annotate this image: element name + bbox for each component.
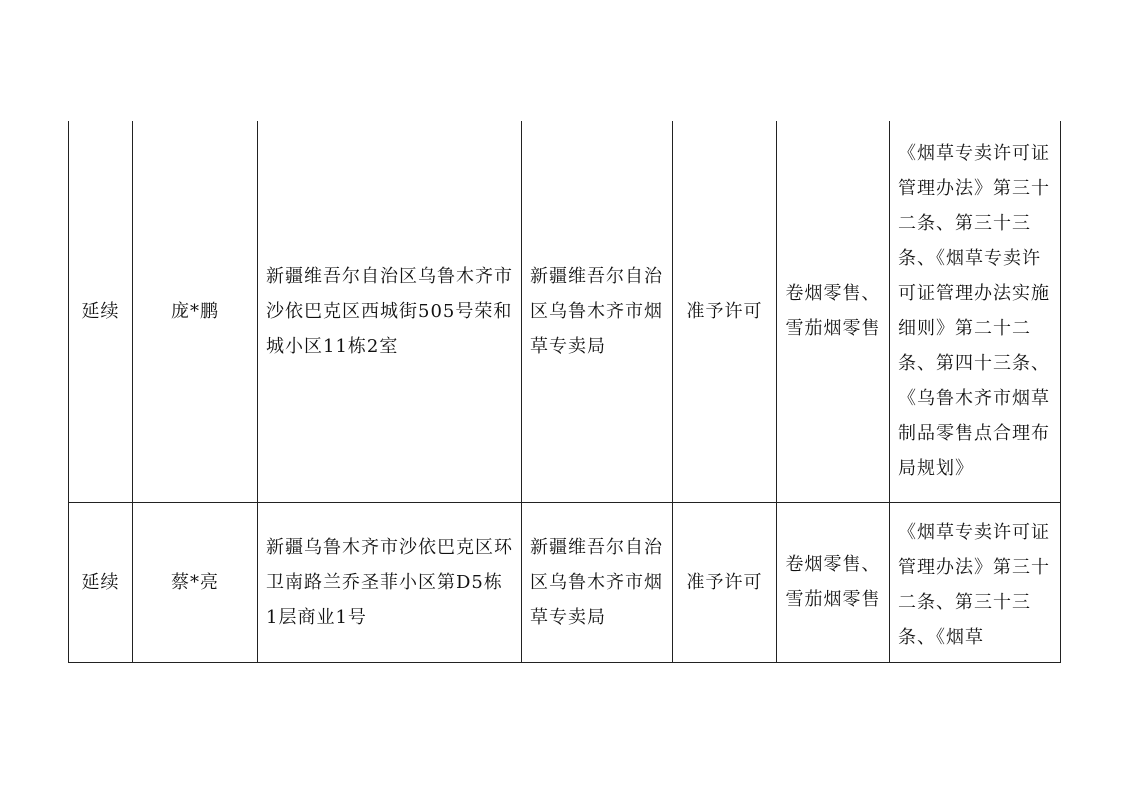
decision-text: 准予许可 (686, 571, 763, 593)
type-text: 延续 (81, 571, 120, 593)
address-text: 新疆乌鲁木齐市沙依巴克区环卫南路兰乔圣菲小区第D5栋1层商业1号 (266, 536, 513, 628)
authority-text: 新疆维吾尔自治区乌鲁木齐市烟草专卖局 (530, 265, 663, 357)
decision-text: 准予许可 (686, 300, 763, 322)
address-cell (258, 502, 522, 662)
address-cell (258, 121, 522, 502)
type-cell (69, 121, 133, 502)
table-row (69, 121, 1061, 502)
basis-cell (890, 502, 1061, 662)
decision-cell (673, 502, 777, 662)
authority-cell (522, 502, 673, 662)
type-text: 延续 (81, 300, 120, 322)
address-text: 新疆维吾尔自治区乌鲁木齐市沙依巴克区西城街505号荣和城小区11栋2室 (266, 265, 513, 357)
license-table (68, 121, 1061, 663)
type-cell (69, 502, 133, 662)
name-cell (133, 502, 258, 662)
scope-text: 卷烟零售、雪茄烟零售 (785, 554, 881, 610)
scope-cell (777, 121, 890, 502)
name-cell (133, 121, 258, 502)
scope-cell (777, 502, 890, 662)
name-text: 蔡*亮 (171, 571, 219, 593)
scope-text: 卷烟零售、雪茄烟零售 (785, 283, 881, 340)
basis-text: 《烟草专卖许可证管理办法》第三十二条、第三十三条、《烟草 (898, 521, 1050, 648)
authority-cell (522, 121, 673, 502)
basis-text: 《烟草专卖许可证管理办法》第三十二条、第三十三条、《烟草专卖许可证管理办法实施细则》第二十二条、第四十三条、《乌鲁木齐市烟草制品零售点合理布局规划》 (898, 143, 1050, 480)
name-text: 庞*鹏 (171, 300, 219, 322)
basis-cell (890, 121, 1061, 502)
table-row (69, 502, 1061, 662)
decision-cell (673, 121, 777, 502)
authority-text: 新疆维吾尔自治区乌鲁木齐市烟草专卖局 (530, 536, 663, 628)
